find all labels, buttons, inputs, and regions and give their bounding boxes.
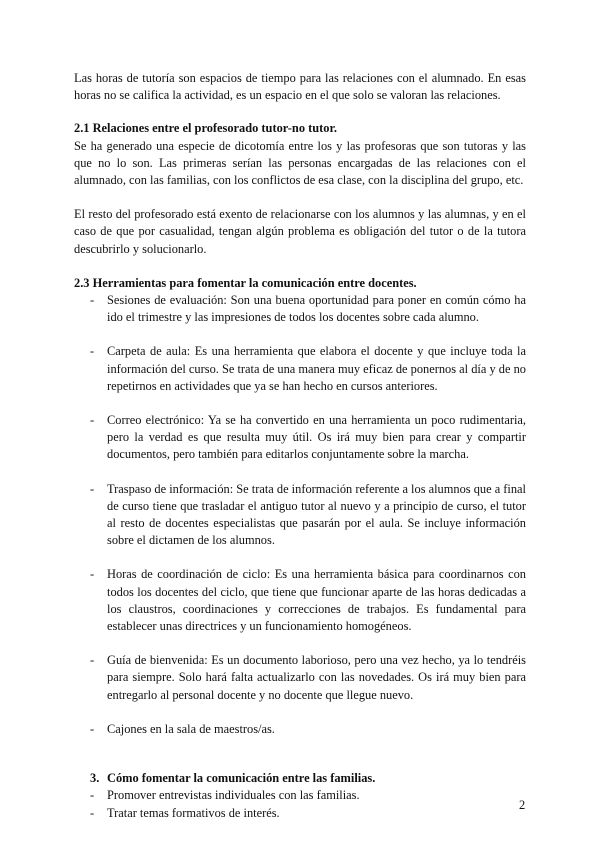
list-item: - Sesiones de evaluación: Son una buena oportunidad para poner en común cómo ha ido el trimestre y las impresiones de todos los docentes sobre cada alumno. bbox=[74, 292, 526, 326]
section-2-1-paragraph-1: Se ha generado una especie de dicotomía entre los y las profesoras que son tutoras y las que no lo son. Las primeras serían las personas encargadas de las relaciones con el alumnado, con las familias, con los conflictos de esa clase, con la disciplina del grupo, etc. bbox=[74, 138, 526, 188]
tools-list bbox=[74, 292, 526, 738]
spacer bbox=[74, 258, 526, 275]
section-3-title: Cómo fomentar la comunicación entre las familias. bbox=[107, 771, 376, 786]
list-item: - Tratar temas formativos de interés. bbox=[74, 805, 526, 822]
section-3-heading bbox=[74, 770, 526, 787]
list-item: - Traspaso de información: Se trata de información referente a los alumnos que a final de curso tiene que trasladar el antiguo tutor al nuevo y a principio de curso, el tutor al resto de docentes especialistas que pasarán por el aula. Se incluye información sobre el dictamen de los alumnos. bbox=[74, 481, 526, 550]
page-number: 2 bbox=[519, 798, 526, 812]
list-item: - Cajones en la sala de maestros/as. bbox=[74, 721, 526, 738]
page-content bbox=[74, 70, 526, 822]
list-item: - Horas de coordinación de ciclo: Es una herramienta básica para coordinarnos con todos los docentes del ciclo, que tiene que funcionar aparte de las horas dedicadas a los claustros, coordinaciones y correcciones de trabajos. Es fundamental para establecer unas directrices y un funcionamiento homogéneos. bbox=[74, 566, 526, 635]
list-item: - Carpeta de aula: Es una herramienta que elabora el docente y que incluye toda la información del curso. Se trata de una manera muy eficaz de ponernos al día y de no repetirnos en actividades que ya se han hecho en cursos anteriores. bbox=[74, 343, 526, 395]
section-3-number: 3. bbox=[90, 771, 100, 786]
list-item: - Guía de bienvenida: Es un documento laborioso, pero una vez hecho, ya lo tendréis para siempre. Solo hará falta actualizarlo con las novedades. Os irá muy bien para entregarlo al personal docente y no docente que llegue nuevo. bbox=[74, 652, 526, 704]
spacer bbox=[74, 189, 526, 206]
intro-paragraph: Las horas de tutoría son espacios de tiempo para las relaciones con el alumnado. En esas horas no se califica la actividad, es un espacio en el que solo se valoran las relaciones. bbox=[74, 71, 526, 103]
section-2-1-paragraph-2: El resto del profesorado está exento de relacionarse con los alumnos y las alumnas, y en el caso de que por casualidad, tengan algún problema es obligación del tutor o de la tutora descubrirlo y solucionarlo. bbox=[74, 207, 526, 256]
section-2-1-heading: 2.1 Relaciones entre el profesorado tutor-no tutor. bbox=[74, 121, 337, 136]
section-2-3-heading: 2.3 Herramientas para fomentar la comunicación entre docentes. bbox=[74, 275, 417, 290]
list-item: - Correo electrónico: Ya se ha convertido en una herramienta un poco rudimentaria, pero la verdad es que resulta muy útil. Os irá muy bien para crear y compartir documentos, pero también para editarlos conjuntamente sobre la marcha. bbox=[74, 412, 526, 464]
families-list bbox=[74, 787, 526, 821]
list-item: - Promover entrevistas individuales con las familias. bbox=[74, 787, 526, 804]
section-3 bbox=[74, 770, 526, 822]
